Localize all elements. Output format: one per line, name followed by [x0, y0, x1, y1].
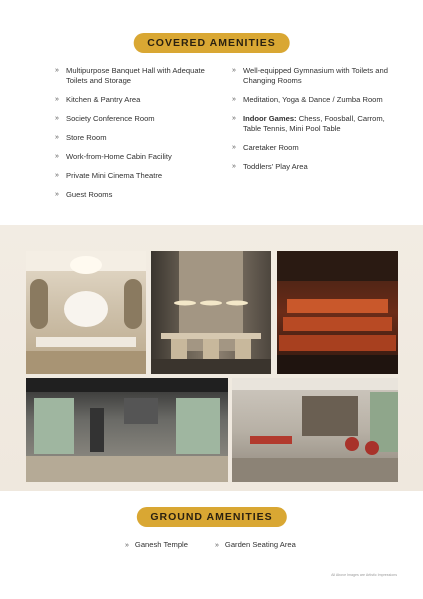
list-item: » Well-equipped Gymnasium with Toilets and Changing Rooms: [232, 66, 388, 85]
covered-amenities-left-list: [55, 66, 215, 209]
list-item: » Work-from-Home Cabin Facility: [55, 152, 172, 161]
list-item: » Caretaker Room: [232, 143, 299, 152]
ground-amenities-heading: GROUND AMENITIES: [136, 507, 286, 527]
ground-amenity-item: » Ganesh Temple: [125, 540, 188, 549]
mini-cinema-photo: [277, 251, 398, 374]
ground-amenity-item: » Garden Seating Area: [215, 540, 296, 549]
gymnasium-photo: [26, 378, 228, 482]
list-item: » Guest Rooms: [55, 190, 113, 199]
list-item: » Private Mini Cinema Theatre: [55, 171, 163, 180]
disclaimer-note: All Above Images are Artistic Impressions: [331, 573, 397, 577]
list-item: » Multipurpose Banquet Hall with Adequate Toilets and Storage: [55, 66, 205, 85]
list-item: » Indoor Games: Chess, Foosball, Carrom, Table Tennis, Mini Pool Table: [232, 114, 385, 133]
list-item: » Meditation, Yoga & Dance / Zumba Room: [232, 95, 383, 104]
covered-amenities-right-list: [232, 66, 392, 181]
list-item: » Kitchen & Pantry Area: [55, 95, 141, 104]
indoor-games-photo: [232, 378, 398, 482]
list-item: » Toddlers’ Play Area: [232, 162, 308, 171]
workspace-photo: [151, 251, 271, 374]
list-item: » Store Room: [55, 133, 107, 142]
covered-amenities-heading: COVERED AMENITIES: [133, 33, 290, 53]
banquet-hall-photo: [26, 251, 146, 374]
list-item: » Society Conference Room: [55, 114, 155, 123]
